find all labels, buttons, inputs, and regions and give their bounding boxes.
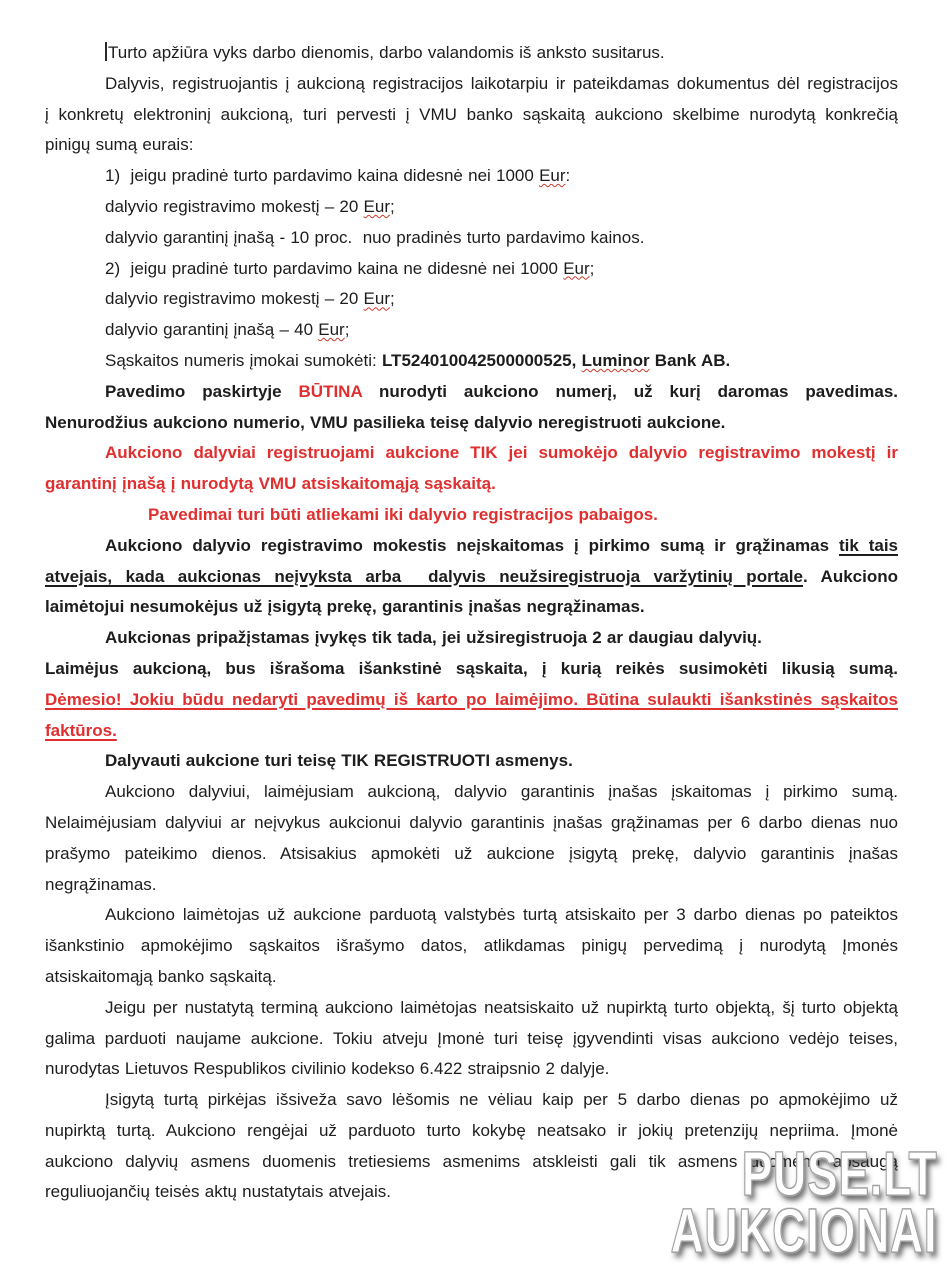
text-run: tik tais xyxy=(838,535,898,555)
text-run: Įsigytą turtą pirkėjas išsiveža savo lėšomis ne vėliau kaip per 5 darbo dienas po apmokėjimo už xyxy=(105,1090,898,1110)
text-line xyxy=(45,839,898,870)
text-run: galima parduoti naujame aukcione. Tokiu atveju Įmonė turi teisę įgyvendinti visas aukciono vedėjo teises, xyxy=(45,1028,898,1048)
text-run: Aukciono dalyviai registruojami aukcione TIK jei sumokėjo dalyvio registravimo mokestį ir xyxy=(105,443,898,463)
text-run: garantinį įnašą į nurodytą VMU atsiskaitomąją sąskaitą. xyxy=(45,474,496,494)
text-run: Eur xyxy=(563,258,590,278)
text-line xyxy=(45,654,898,685)
text-line xyxy=(45,438,898,469)
text-run: Eur xyxy=(539,166,566,186)
text-line xyxy=(45,900,898,931)
text-line xyxy=(45,130,898,161)
text-cursor xyxy=(105,42,107,61)
text-line xyxy=(45,870,898,901)
text-line xyxy=(45,100,898,131)
text-run: Eur xyxy=(363,196,391,216)
text-run: nupirktą turtą. Aukciono rengėjai už parduoto turto kokybę neatsako ir jokių pretenzijų nepriima. Įmonė xyxy=(45,1120,898,1140)
text-run: Dėmesio! Jokiu būdu nedaryti pavedimų iš karto po laimėjimo. Būtina sulaukti išankstinės sąskaitos xyxy=(45,689,898,709)
text-run: atsiskaitomąją banko sąskaitą. xyxy=(45,966,277,986)
text-line xyxy=(45,377,898,408)
text-run: ; xyxy=(589,258,595,278)
text-run: Nenurodžius aukciono numerio, VMU pasilieka teisę dalyvio neregistruoti aukcione. xyxy=(45,412,726,432)
text-run: pinigų sumą eurais: xyxy=(45,135,194,155)
text-line xyxy=(45,531,898,562)
text-run: aukciono dalyvių asmens duomenis tretiesiems asmenims atskleisti gali tik asmens duomenų apsaugą xyxy=(45,1151,898,1171)
text-run: 2) jeigu pradinė turto pardavimo kaina ne didesnė nei 1000 xyxy=(105,258,564,278)
text-run: Dalyvis, registruojantis į aukcioną registracijos laikotarpiu ir pateikdamas dokumentus dėl registracijos xyxy=(105,73,898,93)
text-run: Bank AB. xyxy=(649,350,731,370)
text-run: Turto apžiūra vyks darbo dienomis, darbo valandomis iš anksto susitarus. xyxy=(108,43,665,62)
text-run: į konkretų elektroninį aukcioną, turi pervesti į VMU banko sąskaitą aukciono skelbime nurodytą konkrečią xyxy=(45,104,898,124)
text-run: dalyvio registravimo mokestį – 20 xyxy=(105,289,364,309)
text-line xyxy=(45,500,898,531)
text-run: Luminor xyxy=(581,350,650,370)
text-run: BŪTINA xyxy=(298,381,363,401)
watermark-line2: AUKCIONAI xyxy=(670,1197,937,1266)
text-line xyxy=(45,1024,898,1055)
text-line xyxy=(45,746,898,777)
text-run: Nelaimėjusiam dalyviui ar neįvykus aukcionui dalyvio garantinis įnašas grąžinamas per 6 darbo dienas nuo xyxy=(45,812,898,832)
text-line xyxy=(45,685,898,716)
text-line xyxy=(45,223,898,254)
text-line xyxy=(45,254,898,285)
text-line xyxy=(45,69,898,100)
text-line xyxy=(45,161,898,192)
watermark-line1: PUSE.LT xyxy=(741,1140,937,1209)
text-line xyxy=(45,562,898,593)
text-run: Eur xyxy=(363,289,391,309)
text-run: Laimėjus aukcioną, bus išrašoma išankstinė sąskaita, į kurią reikės susimokėti likusią sumą. xyxy=(45,658,898,678)
text-run: nurodyti aukciono numerį, už kurį daromas pavedimas. xyxy=(362,381,899,401)
text-line xyxy=(45,993,898,1024)
document-body xyxy=(45,38,898,1208)
text-run: Aukciono laimėtojas už aukcione parduotą valstybės turtą atsiskaito per 3 darbo dienas po pateiktos xyxy=(105,905,898,925)
text-line xyxy=(45,284,898,315)
text-line xyxy=(45,38,898,69)
text-line xyxy=(45,777,898,808)
text-run: Pavedimo paskirtyje xyxy=(105,381,299,401)
text-line xyxy=(45,623,898,654)
text-line xyxy=(45,931,898,962)
text-run: : xyxy=(565,166,571,186)
text-run: 1) jeigu pradinė turto pardavimo kaina didesnė nei 1000 xyxy=(105,166,540,186)
text-line xyxy=(45,346,898,377)
text-run: . Aukciono xyxy=(803,566,898,586)
text-run: ; xyxy=(390,196,395,216)
text-run: LT524010042500000525, xyxy=(381,350,582,370)
text-line xyxy=(45,408,898,439)
text-run: dalyvio garantinį įnašą – 40 xyxy=(105,320,319,340)
text-run: ; xyxy=(390,289,395,309)
text-run: atvejais, kada aukcionas neįvyksta arba dalyvis neužsiregistruoja varžytinių portale xyxy=(45,566,803,586)
text-line xyxy=(45,808,898,839)
text-line xyxy=(45,716,898,747)
text-line xyxy=(45,592,898,623)
text-run: ; xyxy=(344,320,350,340)
text-run: Jeigu per nustatytą terminą aukciono laimėtojas neatsiskaito už nupirktą turto objektą, šį turto objektą xyxy=(105,997,898,1017)
text-run: nurodytas Lietuvos Respublikos civilinio kodekso 6.422 straipsnio 2 dalyje. xyxy=(45,1059,610,1079)
text-run: Aukcionas pripažįstamas įvykęs tik tada, jei užsiregistruoja 2 ar daugiau dalyvių. xyxy=(105,628,762,648)
text-line xyxy=(45,1085,898,1116)
text-run: išankstinio apmokėjimo sąskaitos išrašymo datos, atlikdamas pinigų pervedimą į nurodytą Įmonės xyxy=(45,936,898,956)
text-run: negrąžinamas. xyxy=(45,874,157,894)
text-line xyxy=(45,469,898,500)
text-run: Dalyvauti aukcione turi teisę TIK REGISTRUOTI asmenys. xyxy=(105,751,573,771)
text-line xyxy=(45,315,898,346)
watermark xyxy=(670,1140,937,1266)
text-run: Eur xyxy=(318,320,345,340)
text-run: dalyvio registravimo mokestį – 20 xyxy=(105,196,364,216)
text-run: reguliuojančių teisės aktų nustatytais atvejais. xyxy=(45,1182,391,1202)
text-run: Sąskaitos numeris įmokai sumokėti: xyxy=(105,350,382,370)
text-run: prašymo pateikimo dienos. Atsisakius apmokėti už aukcione įsigytą prekę, dalyvio garantinis įnašas xyxy=(45,843,898,863)
text-line xyxy=(45,962,898,993)
text-run: dalyvio garantinį įnašą - 10 proc. nuo pradinės turto pardavimo kainos. xyxy=(105,227,645,247)
text-run: Pavedimai turi būti atliekami iki dalyvio registracijos pabaigos. xyxy=(148,504,658,524)
text-line xyxy=(45,1054,898,1085)
text-run: laimėtojui nesumokėjus už įsigytą prekę, garantinis įnašas negrąžinamas. xyxy=(45,597,645,617)
text-run: Aukciono dalyviui, laimėjusiam aukcioną, dalyvio garantinis įnašas įskaitomas į pirkimo sumą. xyxy=(105,782,898,802)
text-line xyxy=(45,192,898,223)
text-run: Aukciono dalyvio registravimo mokestis neįskaitomas į pirkimo sumą ir grąžinamas xyxy=(105,535,839,555)
text-run: faktūros. xyxy=(45,720,117,740)
